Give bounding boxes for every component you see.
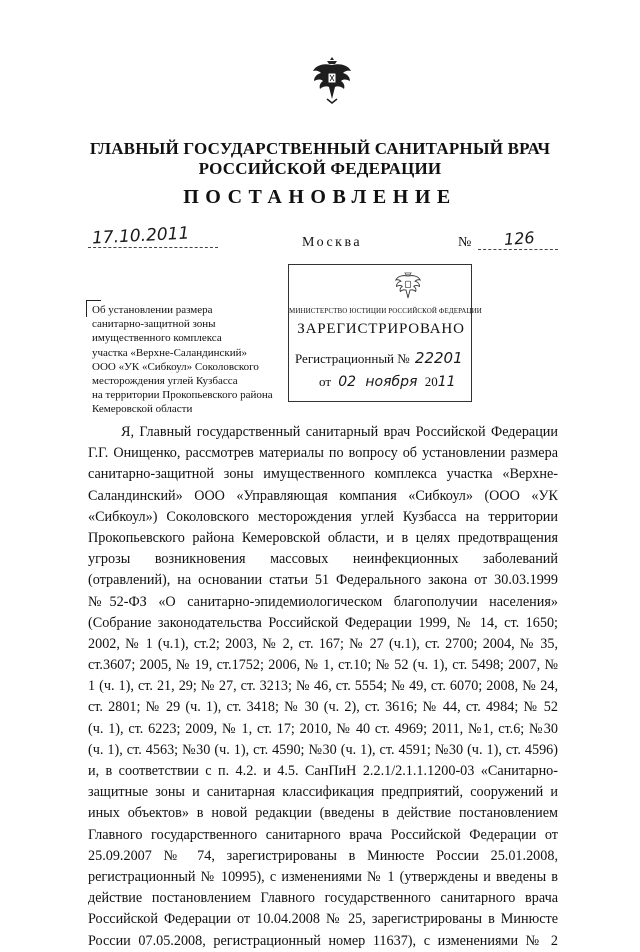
- stamp-ministry-name: МИНИСТЕРСТВО ЮСТИЦИИ РОССИЙСКОЙ ФЕДЕРАЦИИ: [289, 307, 482, 315]
- body-line: угрозы возникновения массовых неинфекционных заболеваний: [88, 551, 558, 568]
- subject-line: санитарно-защитной зоны: [92, 318, 216, 331]
- authority-title-line-1: ГЛАВНЫЙ ГОСУДАРСТВЕННЫЙ САНИТАРНЫЙ ВРАЧ: [89, 139, 551, 158]
- russian-coat-of-arms-icon: [393, 271, 423, 303]
- body-line: (отравлений), на основании статьи 51 Федерального закона от 30.03.1999: [88, 572, 558, 589]
- body-line: (Собрание законодательства Российской Федерации 1999, № 14, ст. 1650;: [88, 614, 558, 631]
- body-line: Саландинский» ООО «Управляющая компания «Сибкоул» (ООО «УК: [88, 487, 558, 504]
- stamp-registration-label: Регистрационный №: [295, 351, 410, 366]
- body-line: регистрационный № 10995), с изменениями № 1 (утверждены и введены в: [88, 868, 558, 885]
- number-sign: №: [458, 235, 472, 250]
- body-line: санитарно-защитной зоны имущественного комплекса участка «Верхне-: [88, 466, 558, 483]
- stamp-date-line: [319, 374, 456, 390]
- subject-line: на территории Прокопьевского района: [92, 389, 273, 402]
- body-line: ст.3607; 2005, № 19, ст.1752; 2006, № 1, ст.10; № 52 (ч. 1), ст. 5498; 2007, №: [88, 657, 558, 674]
- body-line: Г.Г. Онищенко, рассмотрев материалы по вопросу об установлении размера: [88, 445, 558, 462]
- body-line: Прокопьевского района Кемеровской области, и в целях предотвращения: [88, 529, 558, 546]
- stamp-registered-label: ЗАРЕГИСТРИРОВАНО: [297, 321, 465, 337]
- subject-line: участка «Верхне-Саландинский»: [92, 346, 248, 359]
- handwritten-registration-day: 02: [338, 374, 357, 390]
- subject-line: месторождения углей Кузбасса: [92, 374, 238, 387]
- stamp-year-printed: 20: [424, 374, 438, 389]
- body-line: иных объектов» в новой редакции (введены в действие постановлением: [88, 805, 558, 822]
- subject-line: Об установлении размера: [92, 304, 213, 316]
- body-line: 2002, № 1 (ч.1), ст.2; 2003, № 2, ст. 167; № 27 (ч.1), ст. 2700; 2004, № 35,: [88, 635, 558, 652]
- russian-coat-of-arms-icon: [310, 55, 354, 105]
- body-line: и, в соответствии с п. 4.2. и 4.5. СанПиН 2.2.1/2.1.1.1200-03 «Санитарно-: [88, 763, 558, 779]
- body-line: 1 (ч. 1), ст. 21, 29; № 27, ст. 3213; № 46, ст. 5554; № 49, ст. 6070; 2008, № 24,: [88, 678, 558, 695]
- handwritten-registration-month: ноября: [365, 374, 418, 390]
- body-line: «Сибкоул») Соколовского месторождения углей Кузбасса на территории: [88, 508, 558, 525]
- stamp-date-label: от: [319, 374, 332, 389]
- body-line: действие постановлением Главного государственного санитарного врача: [88, 890, 558, 907]
- body-line: Главного государственного санитарного врача Российской Федерации от: [88, 826, 558, 843]
- subject-line: имущественного комплекса: [92, 332, 222, 345]
- handwritten-registration-number: 22201: [414, 349, 463, 367]
- authority-title-line-2: РОССИЙСКОЙ ФЕДЕРАЦИИ: [198, 159, 442, 178]
- handwritten-number: 126: [503, 227, 536, 250]
- handwritten-registration-year: 11: [437, 374, 456, 390]
- body-line: России 07.05.2008, регистрационный номер 11637), с изменениями № 2: [88, 932, 558, 949]
- date-underline: [88, 247, 218, 248]
- number-underline: [478, 249, 558, 250]
- body-line: защитные зоны и санитарная классификация предприятий, сооружений и: [88, 784, 558, 801]
- body-line: (ч. 1), ст. 4563; №30 (ч. 1), ст. 4590; №30 (ч. 1), ст. 4591; №30 (ч. 1), ст. 4596): [88, 741, 558, 758]
- document-type-title: ПОСТАНОВЛЕНИЕ: [183, 186, 457, 208]
- subject-line: Кемеровской области: [92, 403, 193, 416]
- body-line: №52-ФЗ «О санитарно-эпидемиологическом благополучии населения»: [88, 593, 558, 610]
- subject-line: ООО «УК «Сибкоул» Соколовского: [92, 360, 259, 373]
- subject-block: [92, 303, 292, 417]
- body-line: 25.09.2007 № 74, зарегистрированы в Минюсте России 25.01.2008,: [88, 847, 558, 864]
- body-line: Российской Федерации от 10.04.2008 № 25, зарегистрированы в Минюсте: [88, 911, 558, 928]
- body-line: (ч. 1), ст. 6223; 2009, № 1, ст. 17; 2010, № 40 ст. 4969; 2011, №1, ст.6; №30: [88, 720, 558, 737]
- registration-stamp: [288, 264, 482, 402]
- decree-body-text: [88, 422, 558, 952]
- stamp-registration-line: [295, 349, 463, 367]
- body-line: Я, Главный государственный санитарный врач Российской Федерации: [121, 424, 558, 440]
- city-label: Москва: [302, 235, 363, 250]
- handwritten-date: 17.10.2011: [91, 223, 190, 249]
- body-line: ст. 2801; № 29 (ч. 1), ст. 3418; № 30 (ч. 2), ст. 3616; № 44, ст. 4984; № 52: [88, 699, 558, 716]
